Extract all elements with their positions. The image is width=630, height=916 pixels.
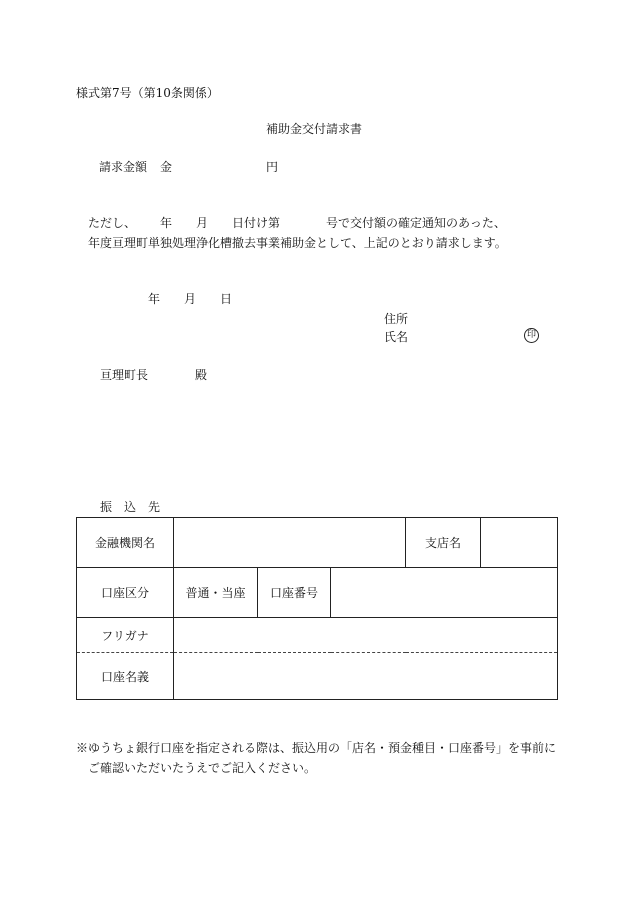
seal-mark: 印 [524, 328, 539, 343]
date-month: 月 [184, 292, 197, 306]
table-row [77, 653, 558, 700]
transfer-heading: 振 込 先 [100, 500, 161, 514]
addressee-name: 亘理町長 [100, 368, 149, 382]
name-label: 氏名 [384, 330, 409, 344]
body-month: 月 [196, 216, 209, 230]
furigana-label: フリガナ [77, 618, 174, 653]
page-title: 補助金交付請求書 [266, 122, 363, 136]
account-type-label: 口座区分 [77, 568, 174, 618]
date-year: 年 [148, 292, 161, 306]
date-day: 日 [220, 292, 233, 306]
holder-field[interactable] [174, 653, 558, 700]
institution-label: 金融機関名 [77, 518, 174, 568]
addressee-honorific: 殿 [195, 368, 208, 382]
form-number: 様式第7号（第10条関係） [76, 86, 219, 100]
branch-cell [406, 518, 558, 568]
account-number-label: 口座番号 [258, 568, 331, 618]
table-row [77, 618, 558, 653]
account-number-field[interactable] [331, 568, 558, 618]
institution-field[interactable] [174, 518, 406, 568]
note-line2: ご確認いただいたうえでご記入ください。 [88, 761, 317, 775]
body-dated-no: 日付け第 [232, 216, 281, 230]
body-line1-suffix: 号で交付額の確定通知のあった、 [326, 216, 506, 230]
branch-label: 支店名 [425, 536, 462, 550]
table-row [77, 568, 558, 618]
holder-label: 口座名義 [77, 653, 174, 700]
address-label: 住所 [384, 312, 409, 326]
amount-prefix: 金 [160, 160, 173, 174]
furigana-field[interactable] [174, 618, 558, 653]
table-row [77, 518, 558, 568]
account-type-field[interactable]: 普通・当座 [174, 568, 258, 618]
note-line1: ※ゆうちょ銀行口座を指定される際は、振込用の「店名・預金種目・口座番号」を事前に [76, 741, 557, 755]
amount-unit: 円 [266, 160, 279, 174]
bank-account-table [76, 517, 558, 700]
body-line1-prefix: ただし、 [88, 216, 137, 230]
body-line2: 年度亘理町単独処理浄化槽撤去事業補助金として、上記のとおり請求します。 [88, 236, 507, 250]
body-year: 年 [160, 216, 173, 230]
branch-field[interactable] [480, 518, 557, 567]
amount-label: 請求金額 [99, 160, 148, 174]
